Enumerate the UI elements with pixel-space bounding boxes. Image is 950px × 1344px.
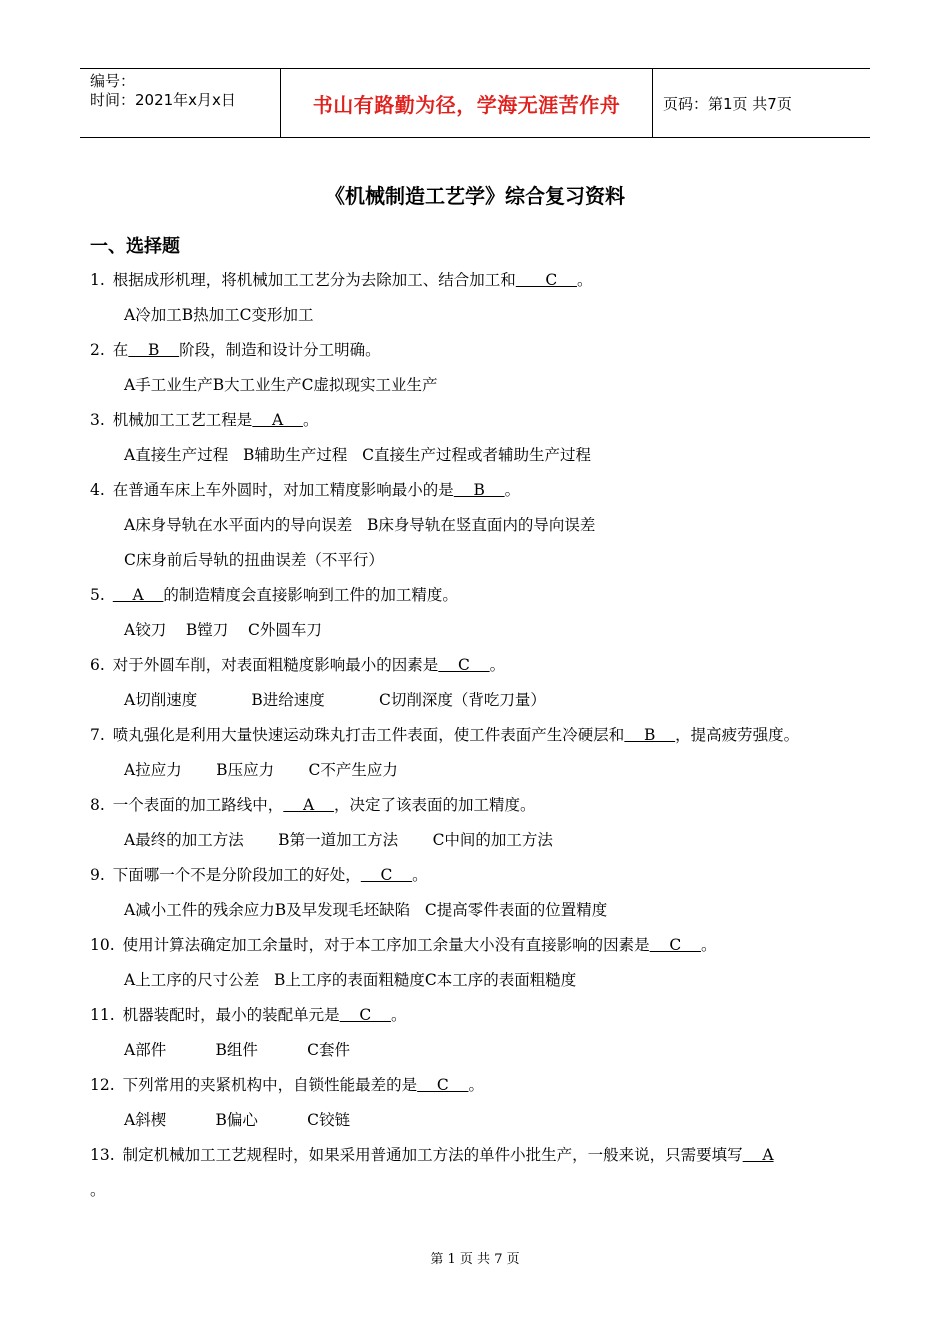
question-text-after: 。 [412, 866, 428, 884]
question-text: 在 [112, 341, 129, 359]
date-label: 时间：2021年x月x日 [90, 91, 236, 109]
number-label: 编号： [90, 72, 136, 90]
question-text: 机械加工工艺工程是 [112, 411, 253, 429]
question-text: 在普通车床上车外圆时，对加工精度影响最小的是 [112, 481, 454, 499]
header-motto: 书山有路勤为径，学海无涯苦作舟 [312, 92, 621, 117]
question-13-options: 。 [90, 1181, 106, 1199]
document-title: 《机械制造工艺学》综合复习资料 [325, 184, 625, 208]
question-number: 6. [90, 656, 105, 674]
page-footer: 第 1 页 共 7 页 [430, 1252, 520, 1267]
question-number: 10. [90, 936, 115, 954]
answer-blank: C [360, 866, 413, 884]
question-text-after: ，提高疲劳强度。 [675, 726, 800, 744]
question-text: 下列常用的夹紧机构中，自锁性能最差的是 [122, 1076, 418, 1094]
question-5 [90, 583, 458, 605]
section-heading: 一、选择题 [90, 236, 180, 257]
header-meta [80, 69, 281, 137]
answer-blank: C [417, 1076, 469, 1094]
question-text-after: 。 [468, 1076, 484, 1094]
question-number: 12. [90, 1076, 115, 1094]
question-6-options: A切削速度 B进给速度 C切削深度（背吃刀量） [124, 691, 546, 709]
question-9 [90, 863, 428, 885]
question-5-options: A铰刀 B镗刀 C外圆车刀 [124, 621, 322, 639]
question-text: 下面哪一个不是分阶段加工的好处， [112, 866, 361, 884]
question-number: 2. [90, 341, 105, 359]
answer-blank: B [128, 341, 180, 359]
answer-blank: A [742, 1146, 774, 1164]
answer-blank: C [438, 656, 490, 674]
answer-blank: B [453, 481, 505, 499]
question-text: 制定机械加工工艺规程时，如果采用普通加工方法的单件小批生产，一般来说，只需要填写 [122, 1146, 743, 1164]
answer-blank: A [252, 411, 303, 429]
question-10-options: A上工序的尺寸公差 B上工序的表面粗糙度C本工序的表面粗糙度 [124, 971, 577, 989]
question-9-options: A减小工件的残余应力B及早发现毛坯缺陷 C提高零件表面的位置精度 [124, 901, 608, 919]
question-12-options: A斜楔 B偏心 C铰链 [124, 1111, 350, 1129]
question-number: 5. [90, 586, 105, 604]
question-10 [90, 933, 716, 955]
question-8-options: A最终的加工方法 B第一道加工方法 C中间的加工方法 [124, 831, 553, 849]
header-page-label: 页码：第1页 共7页 [663, 94, 792, 113]
question-7 [90, 723, 799, 745]
question-number: 9. [90, 866, 105, 884]
question-text-after: ，决定了该表面的加工精度。 [333, 796, 536, 814]
question-4-options: A床身导轨在水平面内的导向误差 B床身导轨在竖直面内的导向误差 [124, 516, 596, 534]
answer-blank: A [283, 796, 334, 814]
question-7-options: A拉应力 B压应力 C不产生应力 [124, 761, 398, 779]
question-number: 7. [90, 726, 105, 744]
question-number: 3. [90, 411, 105, 429]
question-text-after: 。 [302, 411, 319, 429]
question-number: 11. [90, 1006, 115, 1024]
question-text: 对于外圆车削，对表面粗糙度影响最小的因素是 [112, 656, 439, 674]
header-page-cell [653, 69, 870, 137]
answer-blank: C [649, 936, 701, 954]
header-motto-cell [281, 69, 653, 137]
answer-blank: C [339, 1006, 391, 1024]
question-number: 8. [90, 796, 105, 814]
question-text: 一个表面的加工路线中， [112, 796, 284, 814]
question-text-after: 。 [390, 1006, 407, 1024]
answer-blank: B [624, 726, 676, 744]
question-number: 4. [90, 481, 105, 499]
question-4 [90, 478, 520, 500]
question-text-after: 。 [504, 481, 521, 499]
question-1 [90, 268, 592, 290]
question-8 [90, 793, 535, 815]
question-11 [90, 1003, 406, 1025]
question-6 [90, 653, 505, 675]
question-text-after: 阶段，制造和设计分工明确。 [179, 341, 381, 359]
question-number: 1. [90, 271, 105, 289]
question-2 [90, 338, 381, 360]
question-text-after: 。 [576, 271, 593, 289]
question-text-after: 。 [489, 656, 506, 674]
question-3-options: A直接生产过程 B辅助生产过程 C直接生产过程或者辅助生产过程 [124, 446, 592, 464]
page-header [80, 68, 870, 138]
question-text: 根据成形机理，将机械加工工艺分为去除加工、结合加工和 [112, 271, 516, 289]
question-4-options: C床身前后导轨的扭曲误差（不平行） [124, 551, 384, 569]
question-text: 使用计算法确定加工余量时，对于本工序加工余量大小没有直接影响的因素是 [122, 936, 650, 954]
question-text: 喷丸强化是利用大量快速运动珠丸打击工件表面，使工件表面产生冷硬层和 [112, 726, 625, 744]
question-13 [90, 1143, 774, 1165]
question-text-after: 的制造精度会直接影响到工件的加工精度。 [163, 586, 458, 604]
answer-blank: A [112, 586, 164, 604]
question-text: 机器装配时，最小的装配单元是 [122, 1006, 340, 1024]
question-11-options: A部件 B组件 C套件 [124, 1041, 350, 1059]
answer-blank: C [515, 271, 577, 289]
question-number: 13. [90, 1146, 115, 1164]
question-text-after: 。 [700, 936, 717, 954]
question-1-options: A冷加工B热加工C变形加工 [124, 306, 314, 324]
question-12 [90, 1073, 484, 1095]
question-2-options: A手工业生产B大工业生产C虚拟现实工业生产 [124, 376, 438, 394]
question-3 [90, 408, 318, 430]
